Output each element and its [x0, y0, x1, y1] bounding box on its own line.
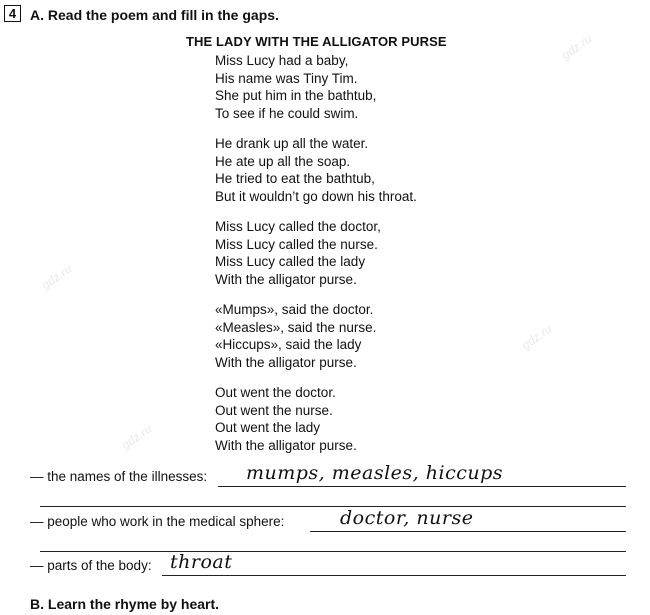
poem-line: He ate up all the soap.: [215, 153, 351, 169]
poem-line: Out went the lady: [215, 420, 321, 435]
gap-medical-answer[interactable]: doctor, nurse: [340, 507, 474, 529]
gap-body-line: [162, 575, 626, 576]
poem-line: He tried to eat the bathtub,: [215, 171, 375, 186]
poem-line: With the alligator purse.: [215, 354, 357, 370]
poem-line: He drank up all the water.: [215, 136, 369, 151]
poem-line: She put him in the bathtub,: [215, 88, 377, 103]
poem-line: Miss Lucy called the doctor,: [215, 219, 381, 234]
part-a-instruction: A. Read the poem and fill in the gaps.: [30, 7, 279, 23]
stanza-3: [215, 218, 417, 288]
poem-line: To see if he could swim.: [215, 105, 359, 121]
gap-medical-line: [310, 531, 626, 532]
poem-line: Miss Lucy called the nurse.: [215, 236, 378, 252]
stanza-4: [215, 301, 417, 371]
poem-line: «Hiccups», said the lady: [215, 337, 362, 352]
gap-illnesses-label: — the names of the illnesses:: [30, 469, 208, 484]
gap-illnesses-line: [218, 486, 626, 487]
stanza-5: [215, 384, 417, 454]
part-b-instruction: B. Learn the rhyme by heart.: [30, 596, 220, 612]
poem-line: Out went the nurse.: [215, 402, 333, 418]
task-number-box: 4: [4, 5, 21, 22]
watermark: gdz.ru: [119, 421, 155, 453]
gap-illnesses-extra-line: [40, 506, 626, 507]
poem-line: With the alligator purse.: [215, 437, 357, 453]
stanza-1: [215, 52, 417, 122]
watermark: gdz.ru: [519, 321, 555, 353]
stanza-2: [215, 135, 417, 205]
poem-line: «Measles», said the nurse.: [215, 319, 377, 335]
poem: [215, 52, 417, 467]
poem-line: His name was Tiny Tim.: [215, 70, 358, 86]
poem-line: «Mumps», said the doctor.: [215, 302, 374, 317]
poem-line: But it wouldn’t go down his throat.: [215, 188, 417, 204]
gap-body-answer[interactable]: throat: [170, 551, 233, 573]
watermark: gdz.ru: [559, 31, 595, 63]
poem-line: With the alligator purse.: [215, 271, 357, 287]
poem-line: Miss Lucy called the lady: [215, 254, 366, 269]
poem-line: Miss Lucy had a baby,: [215, 53, 349, 68]
watermark: gdz.ru: [39, 261, 75, 293]
poem-title: THE LADY WITH THE ALLIGATOR PURSE: [186, 34, 447, 49]
gap-illnesses-answer[interactable]: mumps, measles, hiccups: [246, 462, 503, 484]
gap-body-label: — parts of the body:: [30, 558, 152, 573]
gap-medical-label: — people who work in the medical sphere:: [30, 514, 285, 529]
poem-line: Out went the doctor.: [215, 385, 336, 400]
gap-medical-extra-line: [40, 551, 626, 552]
